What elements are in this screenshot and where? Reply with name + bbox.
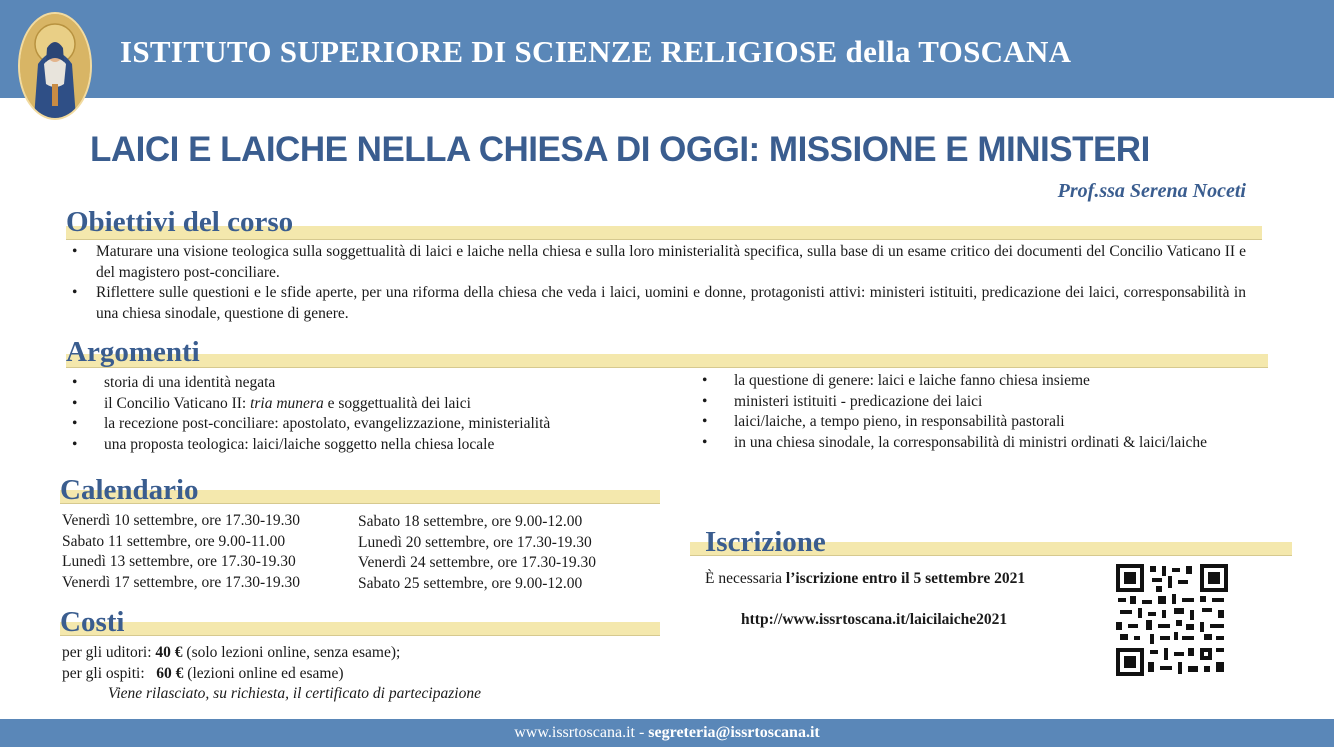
cost-ospiti: per gli ospiti: 60 € (lezioni online ed esame) xyxy=(62,664,344,682)
footer-website[interactable]: www.issrtoscana.it xyxy=(514,724,635,741)
calendar-date: Lunedì 20 settembre, ore 17.30-19.30 xyxy=(358,533,592,551)
professor-name: Prof.ssa Serena Noceti xyxy=(1057,180,1246,202)
certificate-note: Viene rilasciato, su richiesta, il certificato di partecipazione xyxy=(108,685,481,702)
list-item: • in una chiesa sinodale, la corresponsabilità di ministri ordinati & laici/laiche xyxy=(696,433,1296,454)
obiettivi-list xyxy=(66,242,1246,324)
section-heading: Argomenti xyxy=(66,336,200,368)
list-item: • Maturare una visione teologica sulla soggettualità di laici e laiche nella chiesa e sulla loro ministerialità specifica, sulla base di un esame critico dei documenti del Concilio Vaticano II e del magistero post-conciliare. xyxy=(66,242,1246,283)
qr-code-icon xyxy=(1116,564,1228,676)
calendar-date: Venerdì 17 settembre, ore 17.30-19.30 xyxy=(62,573,301,591)
list-item: • ministeri istituiti - predicazione dei laici xyxy=(696,392,1296,413)
cost-uditori: per gli uditori: 40 € (solo lezioni online, senza esame); xyxy=(62,644,401,661)
section-calendario xyxy=(60,474,660,504)
footer-bar xyxy=(0,719,1334,747)
section-heading: Obiettivi del corso xyxy=(66,206,294,238)
calendar-date: Venerdì 24 settembre, ore 17.30-19.30 xyxy=(358,554,597,571)
list-item: • la recezione post-conciliare: apostolato, evangelizzazione, ministerialità xyxy=(66,414,626,435)
registration-text: È necessaria l’iscrizione entro il 5 settembre 2021 xyxy=(705,570,1026,587)
list-item: • storia di una identità negata xyxy=(66,373,626,394)
section-heading: Iscrizione xyxy=(705,526,826,558)
section-iscrizione xyxy=(690,526,1292,556)
list-item: • il Concilio Vaticano II: tria munera e soggettualità dei laici xyxy=(66,394,626,415)
calendar-column-1 xyxy=(62,511,300,593)
calendar-date: Sabato 25 settembre, ore 9.00-12.00 xyxy=(358,574,583,592)
calendar-column-2 xyxy=(358,512,596,594)
list-item: • la questione di genere: laici e laiche fanno chiesa insieme xyxy=(696,371,1296,392)
section-heading: Costi xyxy=(60,606,125,638)
argomenti-list-left xyxy=(66,373,626,455)
calendar-date: Sabato 11 settembre, ore 9.00-11.00 xyxy=(62,532,286,550)
saint-icon xyxy=(18,12,92,120)
institute-title: ISTITUTO SUPERIORE DI SCIENZE RELIGIOSE della TOSCANA xyxy=(120,34,1072,69)
list-item: • laici/laiche, a tempo pieno, in responsabilità pastorali xyxy=(696,412,1296,433)
section-obiettivi xyxy=(66,206,1262,240)
argomenti-list-right xyxy=(696,371,1296,453)
footer-separator: - xyxy=(634,724,649,741)
course-title: LAICI E LAICHE NELLA CHIESA DI OGGI: MISSIONE E MINISTERI xyxy=(90,130,1150,169)
costs-block xyxy=(62,643,481,705)
section-heading: Calendario xyxy=(60,474,199,506)
section-argomenti xyxy=(66,336,1268,368)
calendar-date: Lunedì 13 settembre, ore 17.30-19.30 xyxy=(62,553,296,570)
registration-link[interactable]: http://www.issrtoscana.it/laicilaiche2021 xyxy=(741,611,1008,628)
list-item: • Riflettere sulle questioni e le sfide aperte, per una riforma della chiesa che veda i laici, uomini e donne, protagonisti attivi: ministeri istituiti, predicazione dei laici, corresponsabilità in una chiesa sinodale, questione di genere. xyxy=(66,283,1246,324)
list-item: • una proposta teologica: laici/laiche soggetto nella chiesa locale xyxy=(66,435,626,456)
calendar-date: Sabato 18 settembre, ore 9.00-12.00 xyxy=(358,513,583,530)
calendar-date: Venerdì 10 settembre, ore 17.30-19.30 xyxy=(62,512,301,529)
footer-email[interactable]: segreteria@issrtoscana.it xyxy=(648,724,820,741)
section-costi xyxy=(60,606,660,636)
